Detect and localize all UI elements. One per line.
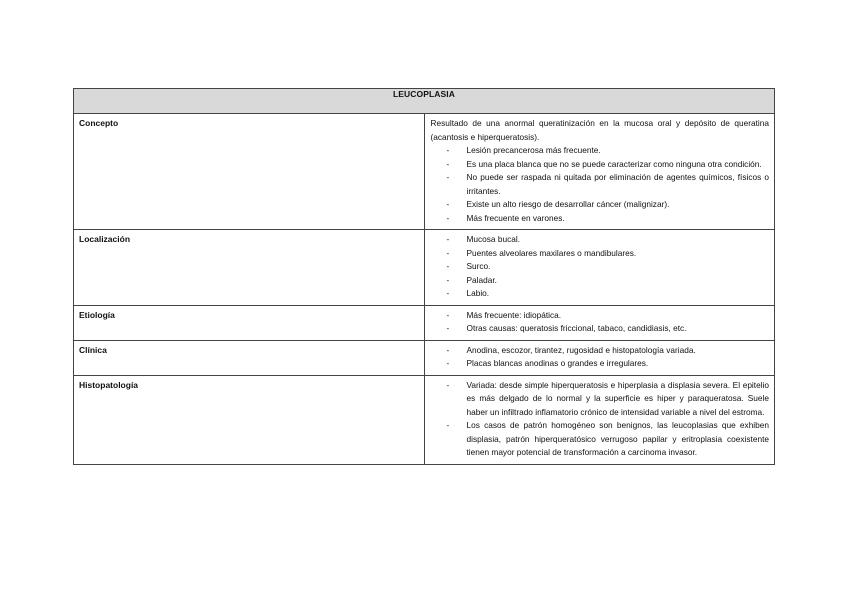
row-label: Histopatología [74,375,425,464]
list-item: - Puentes alveolares maxilares o mandibulares. [431,247,770,261]
row-content [424,230,775,306]
row-content [424,305,775,340]
row-content [424,340,775,375]
list-item: - Es una placa blanca que no se puede caracterizar como ninguna otra condición. [431,158,770,172]
table-header-row [74,89,775,114]
table-row-concepto [74,114,775,230]
row-intro-text: Resultado de una anormal queratinización en la mucosa oral y depósito de queratina (acantosis e hiperqueratosis). [430,118,769,142]
row-content [424,114,775,230]
list-item: - Mucosa bucal. [431,233,770,247]
bullet-list [431,379,770,460]
table-row-histopatologia [74,375,775,464]
bullet-list [431,309,770,336]
row-label: Clínica [74,340,425,375]
table-row-clinica [74,340,775,375]
leucoplasia-table [73,88,775,465]
list-item: - Más frecuente: idiopática. [431,309,770,323]
list-item: - Paladar. [431,274,770,288]
list-item: - Lesión precancerosa más frecuente. [431,144,770,158]
list-item: - Existe un alto riesgo de desarrollar cáncer (malignizar). [431,198,770,212]
list-item: - Surco. [431,260,770,274]
bullet-list [431,233,770,301]
bullet-list [431,144,770,225]
list-item: - Los casos de patrón homogéneo son benignos, las leucoplasias que exhiben displasia, patrón hiperqueratósico verrugoso papilar y eritroplasia coexistente tienen mayor potencial de transformación a carcinoma invasor. [431,419,770,460]
list-item: - Otras causas: queratosis friccional, tabaco, candidiasis, etc. [431,322,770,336]
list-item: - Labio. [431,287,770,301]
list-item: - Más frecuente en varones. [431,212,770,226]
list-item: - Variada: desde simple hiperqueratosis e hiperplasia a displasia severa. El epitelio es más delgado de lo normal y la superficie es hiper y paraqueratosa. Suele haber un infiltrado inflamatorio crónico de intensidad variable a nivel del estroma. [431,379,770,420]
row-content [424,375,775,464]
table-row-etiologia [74,305,775,340]
row-label: Etiología [74,305,425,340]
list-item: - Placas blancas anodinas o grandes e irregulares. [431,357,770,371]
table-title: LEUCOPLASIA [74,89,775,114]
row-label: Concepto [74,114,425,230]
list-item: - No puede ser raspada ni quitada por eliminación de agentes químicos, físicos o irritantes. [431,171,770,198]
bullet-list [431,344,770,371]
table-row-localizacion [74,230,775,306]
row-label: Localización [74,230,425,306]
list-item: - Anodina, escozor, tirantez, rugosidad e histopatología variada. [431,344,770,358]
